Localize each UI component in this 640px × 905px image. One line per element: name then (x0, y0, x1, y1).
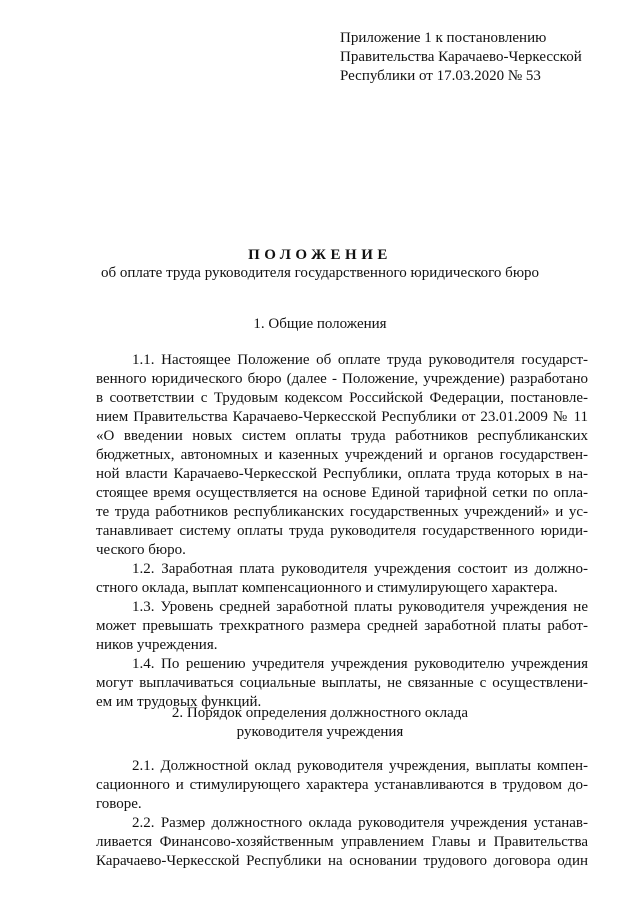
text-line: может превышать трехкратного размера средней заработной платы работ- (96, 618, 588, 634)
text-line: стного оклада, выплат компенсационного и стимулирующего характера. (96, 580, 558, 596)
paragraph (96, 351, 588, 560)
text-line: могут выплачиваться социальные выплаты, не связанные с осуществлени- (96, 675, 588, 691)
paragraph (96, 757, 588, 814)
document-title: ПОЛОЖЕНИЕ (248, 247, 392, 263)
heading-line: 2. Порядок определения должностного оклада (171, 705, 469, 721)
text-line: ем им трудовых функций. (96, 694, 262, 710)
appendix-line: Республики от 17.03.2020 № 53 (340, 68, 541, 84)
text-line: 1.3. Уровень средней заработной платы руководителя учреждения не (132, 599, 588, 615)
text-line: венного юридического бюро (далее - Положение, учреждение) разработано (96, 371, 588, 387)
text-line: сационного и стимулирующего характера устанавливаются в трудовом до- (96, 777, 588, 793)
text-line: 1.4. По решению учредителя учреждения руководителю учреждения (132, 656, 588, 672)
paragraph (96, 598, 588, 655)
text-line: 2.2. Размер должностного оклада руководителя учреждения устанав- (132, 815, 588, 831)
appendix-line: Правительства Карачаево-Черкесской (340, 49, 582, 65)
text-line: 1.1. Настоящее Положение об оплате труда руководителя государст- (132, 352, 588, 368)
section-heading: 1. Общие положения (253, 316, 387, 332)
text-line: стоящее время осуществляется на основе Единой тарифной сетки по опла- (96, 485, 588, 501)
text-line: те труда работников республиканских государственных учреждений» и ус- (96, 504, 588, 520)
text-line: нием Правительства Карачаево-Черкесской Республики от 23.01.2009 № 11 (96, 409, 588, 425)
text-line: 2.1. Должностной оклад руководителя учреждения, выплаты компен- (132, 758, 588, 774)
text-line: 1.2. Заработная плата руководителя учреждения состоит из должно- (132, 561, 588, 577)
text-line: «О введении новых систем оплаты труда работников республиканских (96, 428, 588, 444)
paragraph (96, 560, 588, 598)
appendix-line: Приложение 1 к постановлению (340, 30, 547, 46)
document-subtitle: об оплате труда руководителя государственного юридического бюро (100, 265, 540, 281)
text-line: ников учреждения. (96, 637, 218, 653)
section-heading (0, 704, 640, 742)
text-line: ческого бюро. (96, 542, 186, 558)
text-line: ливается Финансово-хозяйственным управлением Главы и Правительства (96, 834, 588, 850)
text-line: в соответствии с Трудовым кодексом Российской Федерации, постановле- (96, 390, 588, 406)
heading-line: руководителя учреждения (236, 724, 404, 740)
text-line: бюджетных, автономных и казенных учреждений и органов государствен- (96, 447, 588, 463)
text-line: Карачаево-Черкесской Республики на основании трудового договора один (96, 853, 588, 869)
text-line: ной власти Карачаево-Черкесской Республики, оплата труда которых в на- (96, 466, 588, 482)
text-line: танавливает систему оплаты труда руководителя государственного юриди- (96, 523, 588, 539)
text-line: говоре. (96, 796, 142, 812)
appendix-note (340, 29, 582, 86)
paragraph (96, 814, 588, 871)
